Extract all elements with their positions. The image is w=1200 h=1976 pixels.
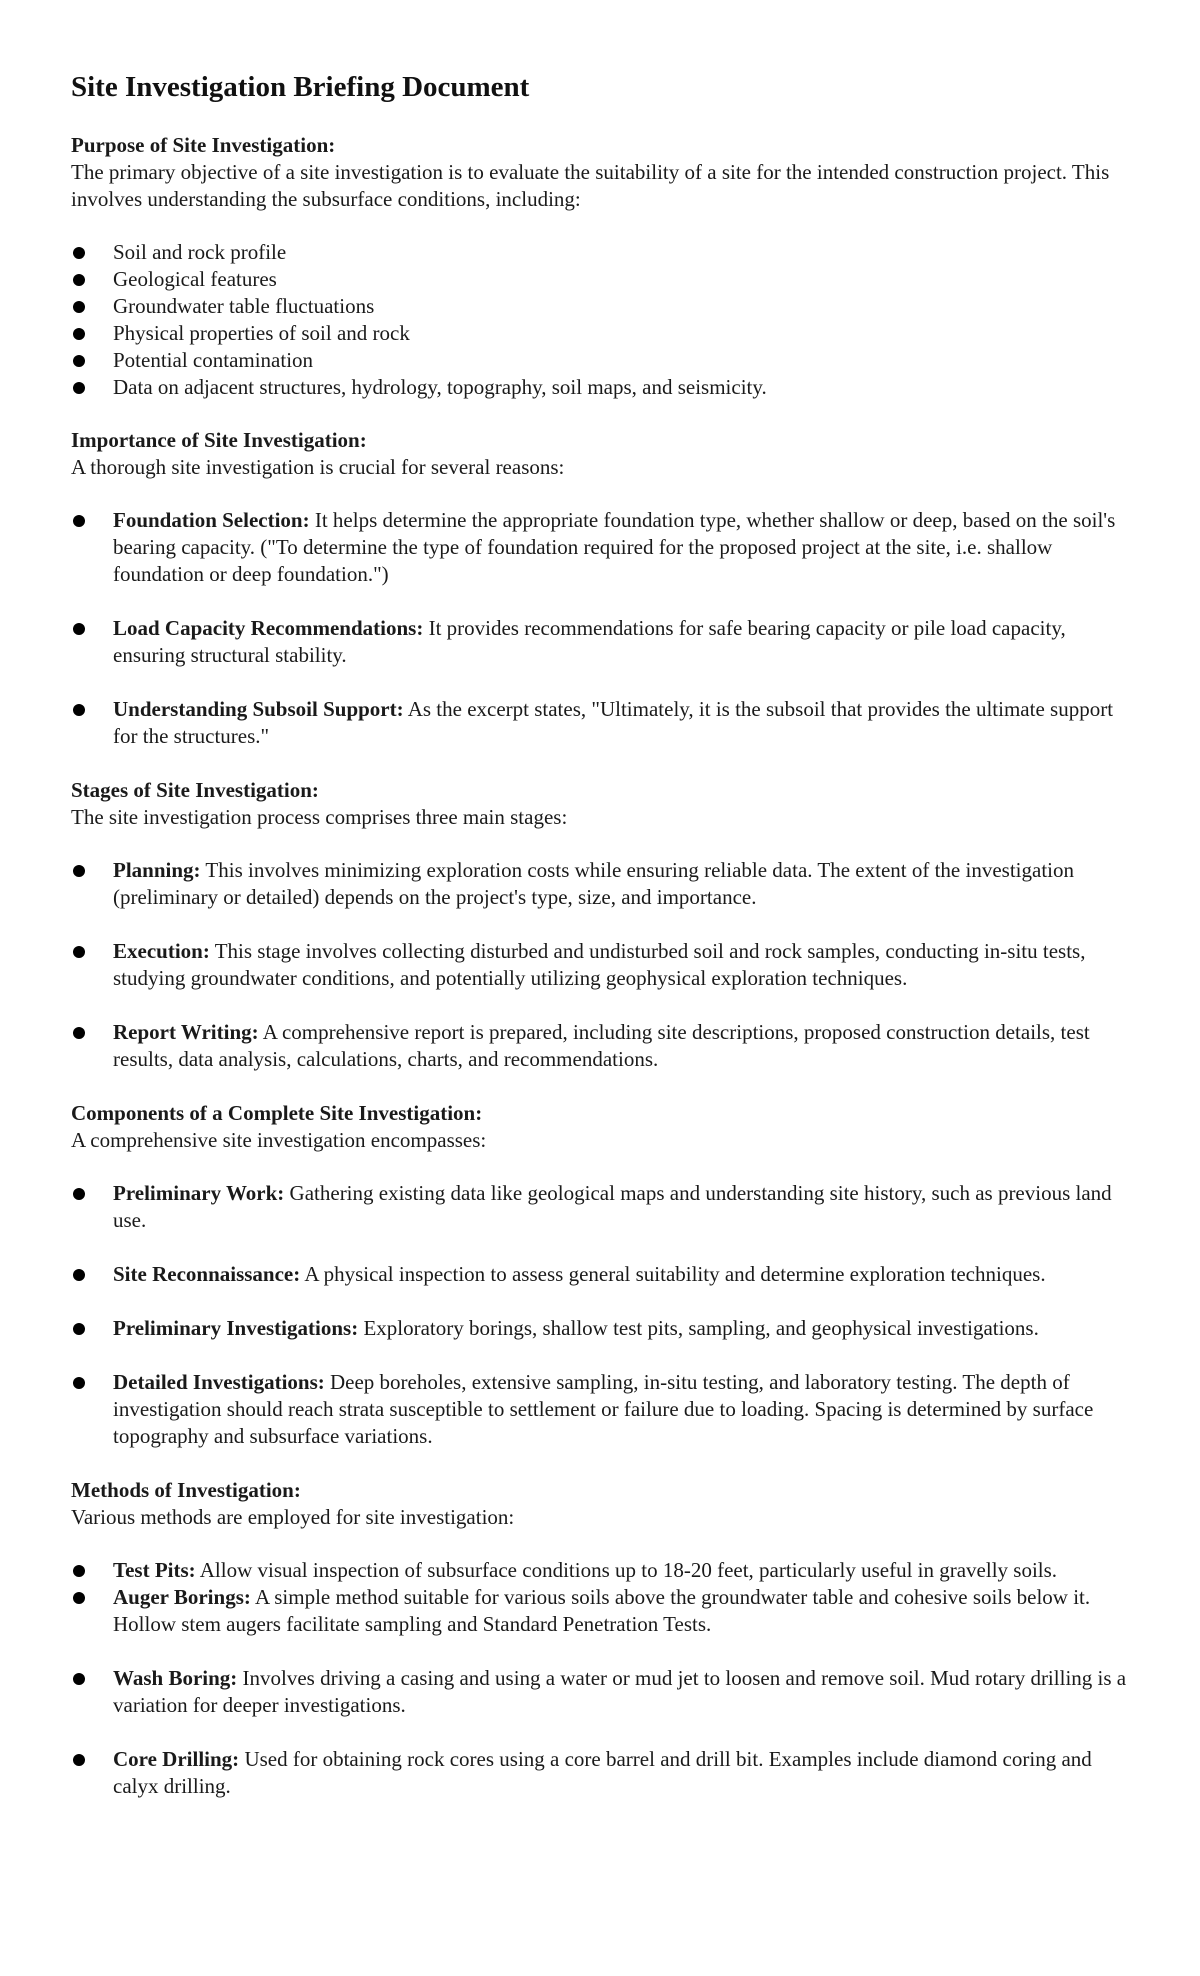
bullet-icon xyxy=(73,1188,85,1200)
section-intro: The site investigation process comprises three main stages: xyxy=(71,805,568,829)
item-term: Preliminary Work: xyxy=(113,1181,285,1205)
list-item xyxy=(71,696,1140,750)
list-item xyxy=(71,507,1140,588)
section-intro: Various methods are employed for site investigation: xyxy=(71,1505,515,1529)
bullet-list xyxy=(71,239,1140,401)
bullet-list xyxy=(71,1180,1140,1450)
item-term: Detailed Investigations: xyxy=(113,1370,325,1394)
bullet-icon xyxy=(73,328,85,340)
item-text: This stage involves collecting disturbed and undisturbed soil and rock samples, conducting in-situ tests, studying groundwater conditions, and potentially utilizing geophysical exploration techniques. xyxy=(113,939,1086,990)
section-importance xyxy=(71,427,1140,750)
list-item xyxy=(71,1584,1140,1638)
item-text: Gathering existing data like geological maps and understanding site history, such as previous land use. xyxy=(113,1181,1112,1232)
section-heading: Purpose of Site Investigation: xyxy=(71,133,336,157)
bullet-icon xyxy=(73,1377,85,1389)
item-term: Preliminary Investigations: xyxy=(113,1316,359,1340)
bullet-icon xyxy=(73,515,85,527)
list-item xyxy=(71,1665,1140,1719)
item-text: Allow visual inspection of subsurface conditions up to 18-20 feet, particularly useful in gravelly soils. xyxy=(195,1558,1058,1582)
item-term: Foundation Selection: xyxy=(113,508,310,532)
item-term: Auger Borings: xyxy=(113,1585,251,1609)
list-item xyxy=(71,938,1140,992)
item-text: Involves driving a casing and using a water or mud jet to loosen and remove soil. Mud rotary drilling is a variation for deeper investigations. xyxy=(113,1666,1127,1717)
section-stages xyxy=(71,777,1140,1073)
list-item xyxy=(71,239,1140,266)
list-item xyxy=(71,857,1140,911)
section-heading: Stages of Site Investigation: xyxy=(71,778,319,802)
bullet-icon xyxy=(73,946,85,958)
bullet-icon xyxy=(73,623,85,635)
item-text: Potential contamination xyxy=(113,348,314,372)
list-item xyxy=(71,374,1140,401)
section-intro: The primary objective of a site investigation is to evaluate the suitability of a site for the intended construction project. This involves understanding the subsurface conditions, including: xyxy=(71,160,1110,211)
item-text: Used for obtaining rock cores using a core barrel and drill bit. Examples include diamond coring and calyx drilling. xyxy=(113,1747,1092,1798)
item-text: Soil and rock profile xyxy=(113,240,287,264)
section-heading: Methods of Investigation: xyxy=(71,1478,301,1502)
item-term: Core Drilling: xyxy=(113,1747,240,1771)
list-item xyxy=(71,1180,1140,1234)
bullet-icon xyxy=(73,382,85,394)
item-text: Groundwater table fluctuations xyxy=(113,294,375,318)
bullet-icon xyxy=(73,1269,85,1281)
item-term: Test Pits: xyxy=(113,1558,196,1582)
list-item xyxy=(71,320,1140,347)
item-text: A physical inspection to assess general suitability and determine exploration techniques. xyxy=(300,1262,1046,1286)
list-item xyxy=(71,615,1140,669)
list-item xyxy=(71,1746,1140,1800)
bullet-icon xyxy=(73,274,85,286)
bullet-icon xyxy=(73,1592,85,1604)
list-item xyxy=(71,1019,1140,1073)
item-text: Geological features xyxy=(113,267,277,291)
list-item xyxy=(71,1369,1140,1450)
bullet-list xyxy=(71,507,1140,750)
bullet-icon xyxy=(73,865,85,877)
list-item xyxy=(71,1315,1140,1342)
list-item xyxy=(71,266,1140,293)
document-title: Site Investigation Briefing Document xyxy=(71,71,530,103)
bullet-icon xyxy=(73,247,85,259)
item-text: A comprehensive report is prepared, including site descriptions, proposed construction details, test results, data analysis, calculations, charts, and recommendations. xyxy=(113,1020,1090,1071)
list-item xyxy=(71,1557,1140,1584)
section-components xyxy=(71,1100,1140,1450)
bullet-icon xyxy=(73,1027,85,1039)
item-text: It provides recommendations for safe bearing capacity or pile load capacity, ensuring structural stability. xyxy=(113,616,1066,667)
item-text: Deep boreholes, extensive sampling, in-situ testing, and laboratory testing. The depth of investigation should reach strata susceptible to settlement or failure due to loading. Spacing is determined by surface topography and subsurface variations. xyxy=(113,1370,1094,1448)
item-term: Wash Boring: xyxy=(113,1666,238,1690)
item-term: Execution: xyxy=(113,939,210,963)
bullet-icon xyxy=(73,1754,85,1766)
bullet-list xyxy=(71,1557,1140,1800)
item-term: Load Capacity Recommendations: xyxy=(113,616,424,640)
list-item xyxy=(71,293,1140,320)
bullet-icon xyxy=(73,1673,85,1685)
bullet-icon xyxy=(73,1565,85,1577)
bullet-icon xyxy=(73,301,85,313)
list-item xyxy=(71,347,1140,374)
item-term: Report Writing: xyxy=(113,1020,259,1044)
bullet-list xyxy=(71,857,1140,1073)
section-methods xyxy=(71,1477,1140,1800)
item-text: It helps determine the appropriate foundation type, whether shallow or deep, based on the soil's bearing capacity. ("To determine the type of foundation required for the proposed project at the site, i.e. shallow foundation or deep foundation.") xyxy=(113,508,1116,586)
item-term: Site Reconnaissance: xyxy=(113,1262,301,1286)
section-heading: Importance of Site Investigation: xyxy=(71,428,367,452)
list-item xyxy=(71,1261,1140,1288)
bullet-icon xyxy=(73,355,85,367)
item-term: Planning: xyxy=(113,858,201,882)
section-intro: A comprehensive site investigation encompasses: xyxy=(71,1128,487,1152)
section-purpose xyxy=(71,132,1140,401)
item-text: Exploratory borings, shallow test pits, sampling, and geophysical investigations. xyxy=(358,1316,1039,1340)
item-text: This involves minimizing exploration costs while ensuring reliable data. The extent of the investigation (preliminary or detailed) depends on the project's type, size, and importance. xyxy=(113,858,1074,909)
bullet-icon xyxy=(73,704,85,716)
item-text: As the excerpt states, "Ultimately, it is the subsoil that provides the ultimate support for the structures." xyxy=(113,697,1114,748)
item-term: Understanding Subsoil Support: xyxy=(113,697,404,721)
section-intro: A thorough site investigation is crucial for several reasons: xyxy=(71,455,565,479)
bullet-icon xyxy=(73,1323,85,1335)
item-text: Physical properties of soil and rock xyxy=(113,321,410,345)
section-heading: Components of a Complete Site Investigation: xyxy=(71,1101,483,1125)
item-text: Data on adjacent structures, hydrology, topography, soil maps, and seismicity. xyxy=(113,375,767,399)
item-text: A simple method suitable for various soils above the groundwater table and cohesive soils below it. Hollow stem augers facilitate sampling and Standard Penetration Tests. xyxy=(113,1585,1091,1636)
